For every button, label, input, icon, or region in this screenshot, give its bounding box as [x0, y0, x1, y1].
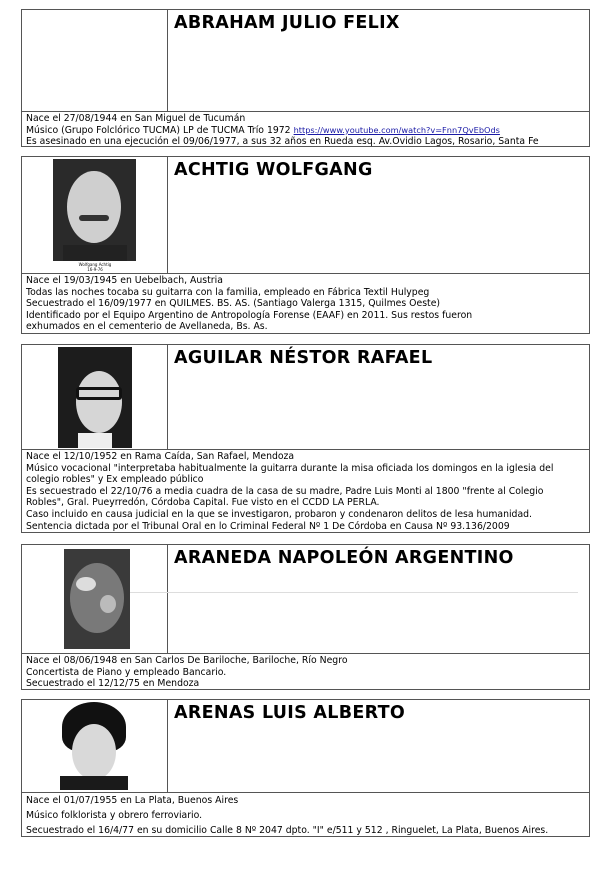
info-line: Robles", Gral. Pueyrredón, Córdoba Capital. Fue visto en el CCDD LA PERLA. — [26, 497, 380, 509]
portrait-photo — [64, 549, 130, 649]
collar-shape — [78, 433, 112, 448]
info-line: Todas las noches tocaba su guitarra con la familia, empleado en Fábrica Textil Hulypeg — [26, 286, 430, 298]
info-line: Sentencia dictada por el Tribunal Oral en lo Criminal Federal Nº 1 De Córdoba en Causa Nº 93.136/2009 — [26, 520, 510, 532]
portrait-photo — [58, 347, 132, 448]
face-shape — [76, 371, 122, 433]
entry-araneda-napoleon-argentino — [21, 544, 590, 690]
entry-info — [22, 654, 589, 691]
info-line: Nace el 01/07/1955 en La Plata, Buenos Aires — [26, 795, 239, 806]
caption-name: Wolfgang Achtig — [78, 262, 112, 267]
photo-caption — [60, 262, 130, 272]
mustache-shape — [79, 215, 109, 221]
info-line: Es asesinado en una ejecución el 09/06/1977, a sus 32 años en Rueda esq. Av.Ovidio Lagos, Rosario, Santa Fe — [26, 136, 539, 148]
photo-cell — [22, 157, 168, 273]
photo-cell — [22, 345, 168, 449]
person-name: AGUILAR NÉSTOR RAFAEL — [174, 348, 433, 368]
entry-header — [22, 545, 589, 654]
info-line: Nace el 08/06/1948 en San Carlos De Bariloche, Bariloche, Río Negro — [26, 655, 348, 666]
shirt-shape — [63, 245, 127, 261]
entry-info — [22, 450, 589, 533]
face-shape — [72, 724, 116, 780]
entry-header — [22, 700, 589, 793]
info-line: Músico folklorista y obrero ferroviario. — [26, 810, 203, 821]
entry-achtig-wolfgang — [21, 156, 590, 334]
entry-header — [22, 157, 589, 274]
entry-info — [22, 793, 589, 839]
noise-spot — [76, 577, 96, 591]
youtube-link[interactable]: https://www.youtube.com/watch?v=Fnn7QvEbOds — [293, 124, 500, 135]
entry-aguilar-nestor-rafael — [21, 344, 590, 533]
faint-rule — [168, 592, 578, 593]
info-line: Caso incluido en causa judicial en la que se investigaron, probaron y condenaron delitos de lesa humanidad. — [26, 508, 533, 520]
info-line: Secuestrado el 16/09/1977 en QUILMES. BS. AS. (Santiago Valerga 1315, Quilmes Oeste) — [26, 298, 441, 310]
entry-info — [22, 274, 589, 334]
entry-info — [22, 112, 589, 149]
noise-spot — [100, 595, 116, 613]
info-line: Nace el 27/08/1944 en San Miguel de Tucumán — [26, 113, 246, 124]
photo-cell — [22, 700, 168, 792]
entry-arenas-luis-alberto — [21, 699, 590, 837]
info-text: Músico (Grupo Folclórico TUCMA) LP de TUCMA Trío 1972 — [26, 124, 291, 136]
glasses-shape — [76, 387, 122, 400]
person-name: ARANEDA NAPOLEÓN ARGENTINO — [174, 548, 514, 568]
info-line — [26, 125, 585, 137]
info-line: Secuestrado el 16/4/77 en su domicilio Calle 8 Nº 2047 dpto. "I" e/511 y 512 , Ringuelet, La Plata, Buenos Aires. — [26, 825, 549, 836]
entry-header — [22, 10, 589, 112]
faint-rule — [130, 592, 168, 593]
info-line: Concertista de Piano y empleado Bancario. — [26, 666, 227, 678]
info-line: Es secuestrado el 22/10/76 a media cuadra de la casa de su madre, Padre Luis Monti al 1800 "frente al Colegio — [26, 485, 544, 497]
info-line: Músico vocacional "interpretaba habitualmente la guitarra durante la misa oficiada los domingos en la iglesia del — [26, 462, 554, 474]
face-shape — [67, 171, 121, 243]
person-name: ACHTIG WOLFGANG — [174, 160, 373, 180]
info-line: Secuestrado el 12/12/75 en Mendoza — [26, 678, 200, 690]
photo-cell-empty — [22, 10, 168, 111]
portrait-photo — [60, 702, 128, 790]
person-name: ABRAHAM JULIO FELIX — [174, 13, 400, 33]
info-line: colegio robles" y Ex empleado público — [26, 474, 204, 486]
person-name: ARENAS LUIS ALBERTO — [174, 703, 405, 723]
photo-cell — [22, 545, 168, 653]
portrait-photo — [53, 159, 136, 261]
caption-date: 16-9-76 — [87, 267, 103, 272]
entry-abraham-julio-felix — [21, 9, 590, 147]
entry-header — [22, 345, 589, 450]
info-line: Nace el 19/03/1945 en Uebelbach, Austria — [26, 275, 223, 286]
face-shape — [70, 563, 124, 633]
info-line: exhumados en el cementerio de Avellaneda, Bs. As. — [26, 321, 268, 333]
info-line: Identificado por el Equipo Argentino de Antropología Forense (EAAF) en 2011. Sus restos fueron — [26, 309, 473, 321]
info-line: Nace el 12/10/1952 en Rama Caída, San Rafael, Mendoza — [26, 451, 295, 462]
shoulders-shape — [60, 776, 128, 790]
